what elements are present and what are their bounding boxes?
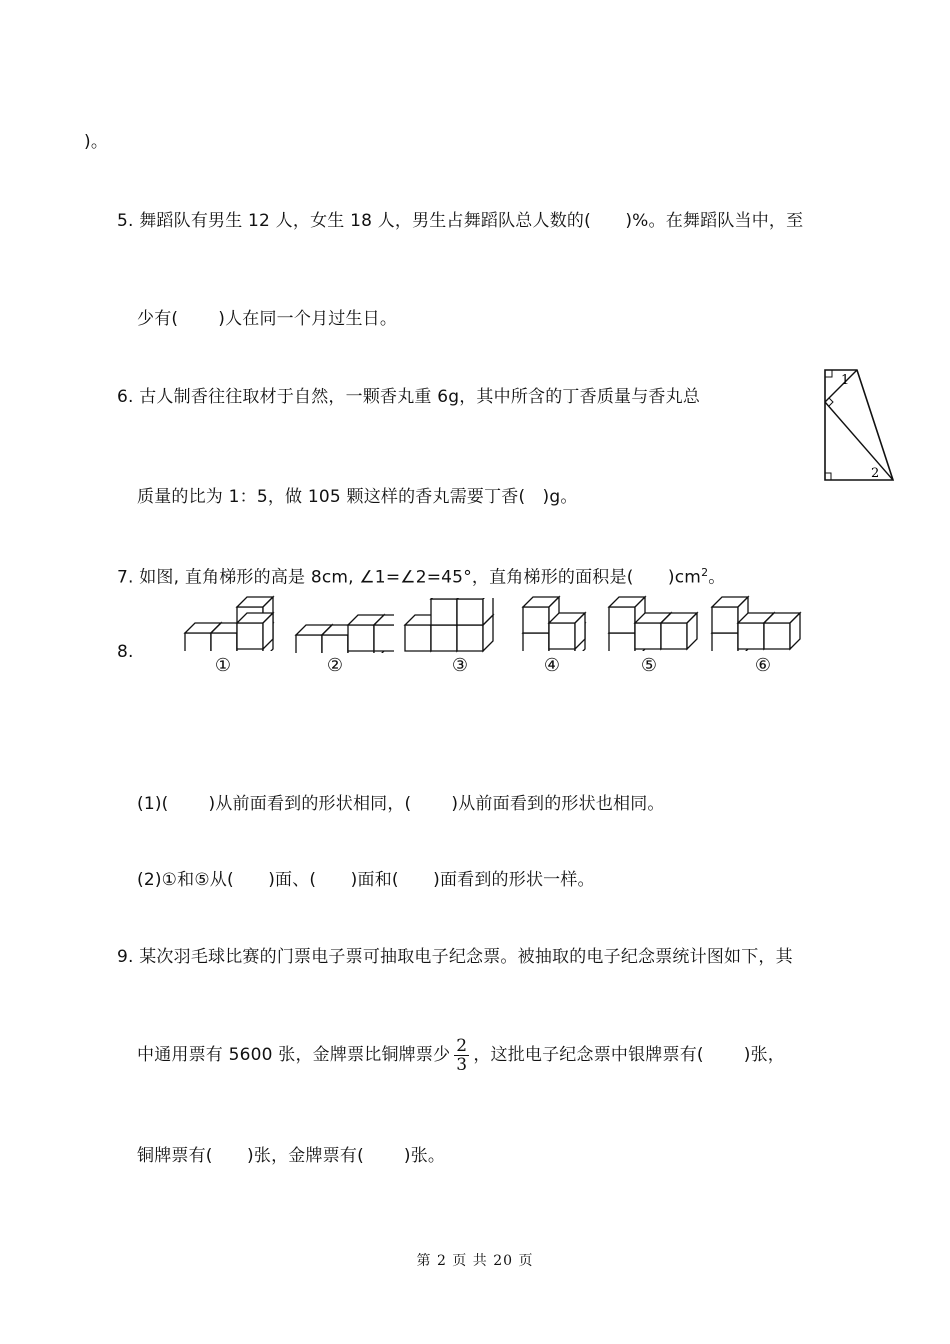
question-7-text: 7. 如图, 直角梯形的高是 8cm, ∠1=∠2=45°，直角梯形的面积是( )cm bbox=[117, 567, 702, 588]
angle-2-label: 2 bbox=[871, 466, 880, 481]
question-6-line-1: 6. 古人制香往往取材于自然，一颗香丸重 6g，其中所含的丁香质量与香丸总 bbox=[117, 387, 701, 407]
question-9-line-3: 铜牌票有( )张，金牌票有( )张。 bbox=[137, 1146, 446, 1166]
cube bbox=[457, 598, 493, 625]
cube-figure-2 bbox=[294, 598, 394, 653]
question-9-text-b: ，这批电子纪念票中银牌票有( )张， bbox=[473, 1045, 785, 1065]
cube-figure-label: ③ bbox=[451, 655, 469, 676]
fraction-numerator: 2 bbox=[456, 1035, 468, 1056]
cube-figure-3 bbox=[403, 598, 503, 653]
question-5-line-1: 5. 舞蹈队有男生 12 人，女生 18 人，男生占舞蹈队总人数的( )%。在舞蹈队当中，至 bbox=[117, 211, 804, 231]
cube bbox=[764, 613, 800, 649]
question-9-line-2 bbox=[137, 1030, 785, 1080]
question-9-text-a: 中通用票有 5600 张，金牌票比铜牌票少 bbox=[137, 1045, 451, 1065]
question-8-part-1: (1)( )从前面看到的形状相同，( )从前面看到的形状也相同。 bbox=[137, 794, 665, 814]
trapezoid-figure bbox=[815, 362, 900, 487]
question-9-line-1: 9. 某次羽毛球比赛的门票电子票可抽取电子纪念票。被抽取的电子纪念票统计图如下，其 bbox=[117, 947, 793, 967]
cube-figure-label: ④ bbox=[543, 655, 561, 676]
cube bbox=[237, 613, 273, 649]
question-5-line-2: 少有( )人在同一个月过生日。 bbox=[137, 309, 398, 329]
angle-1-label: 1 bbox=[841, 373, 850, 388]
cube-figure-4 bbox=[521, 583, 593, 651]
question-8-part-2: (2)①和⑤从( )面、( )面和( )面看到的形状一样。 bbox=[137, 870, 595, 890]
cube-figure-5 bbox=[607, 583, 699, 651]
cube-figure-label: ⑤ bbox=[640, 655, 658, 676]
question-7-superscript: 2 bbox=[701, 566, 709, 579]
cube-figure-1 bbox=[183, 583, 278, 651]
cube bbox=[661, 613, 697, 649]
question-8-number: 8. bbox=[117, 642, 134, 662]
question-6-line-2: 质量的比为 1：5，做 105 颗这样的香丸需要丁香( )g。 bbox=[137, 487, 578, 507]
cube-figure-label: ① bbox=[214, 655, 232, 676]
cube-figure-6 bbox=[710, 583, 805, 651]
cube-figure-label: ② bbox=[326, 655, 344, 676]
question-7-end: 。 bbox=[708, 567, 726, 588]
fraction-denominator: 3 bbox=[456, 1054, 468, 1075]
page-footer: 第 2 页 共 20 页 bbox=[416, 1253, 534, 1269]
cube-figure-label: ⑥ bbox=[754, 655, 772, 676]
cube bbox=[549, 613, 585, 649]
fraction-two-thirds bbox=[454, 1037, 469, 1074]
line-continuation: )。 bbox=[84, 132, 109, 152]
